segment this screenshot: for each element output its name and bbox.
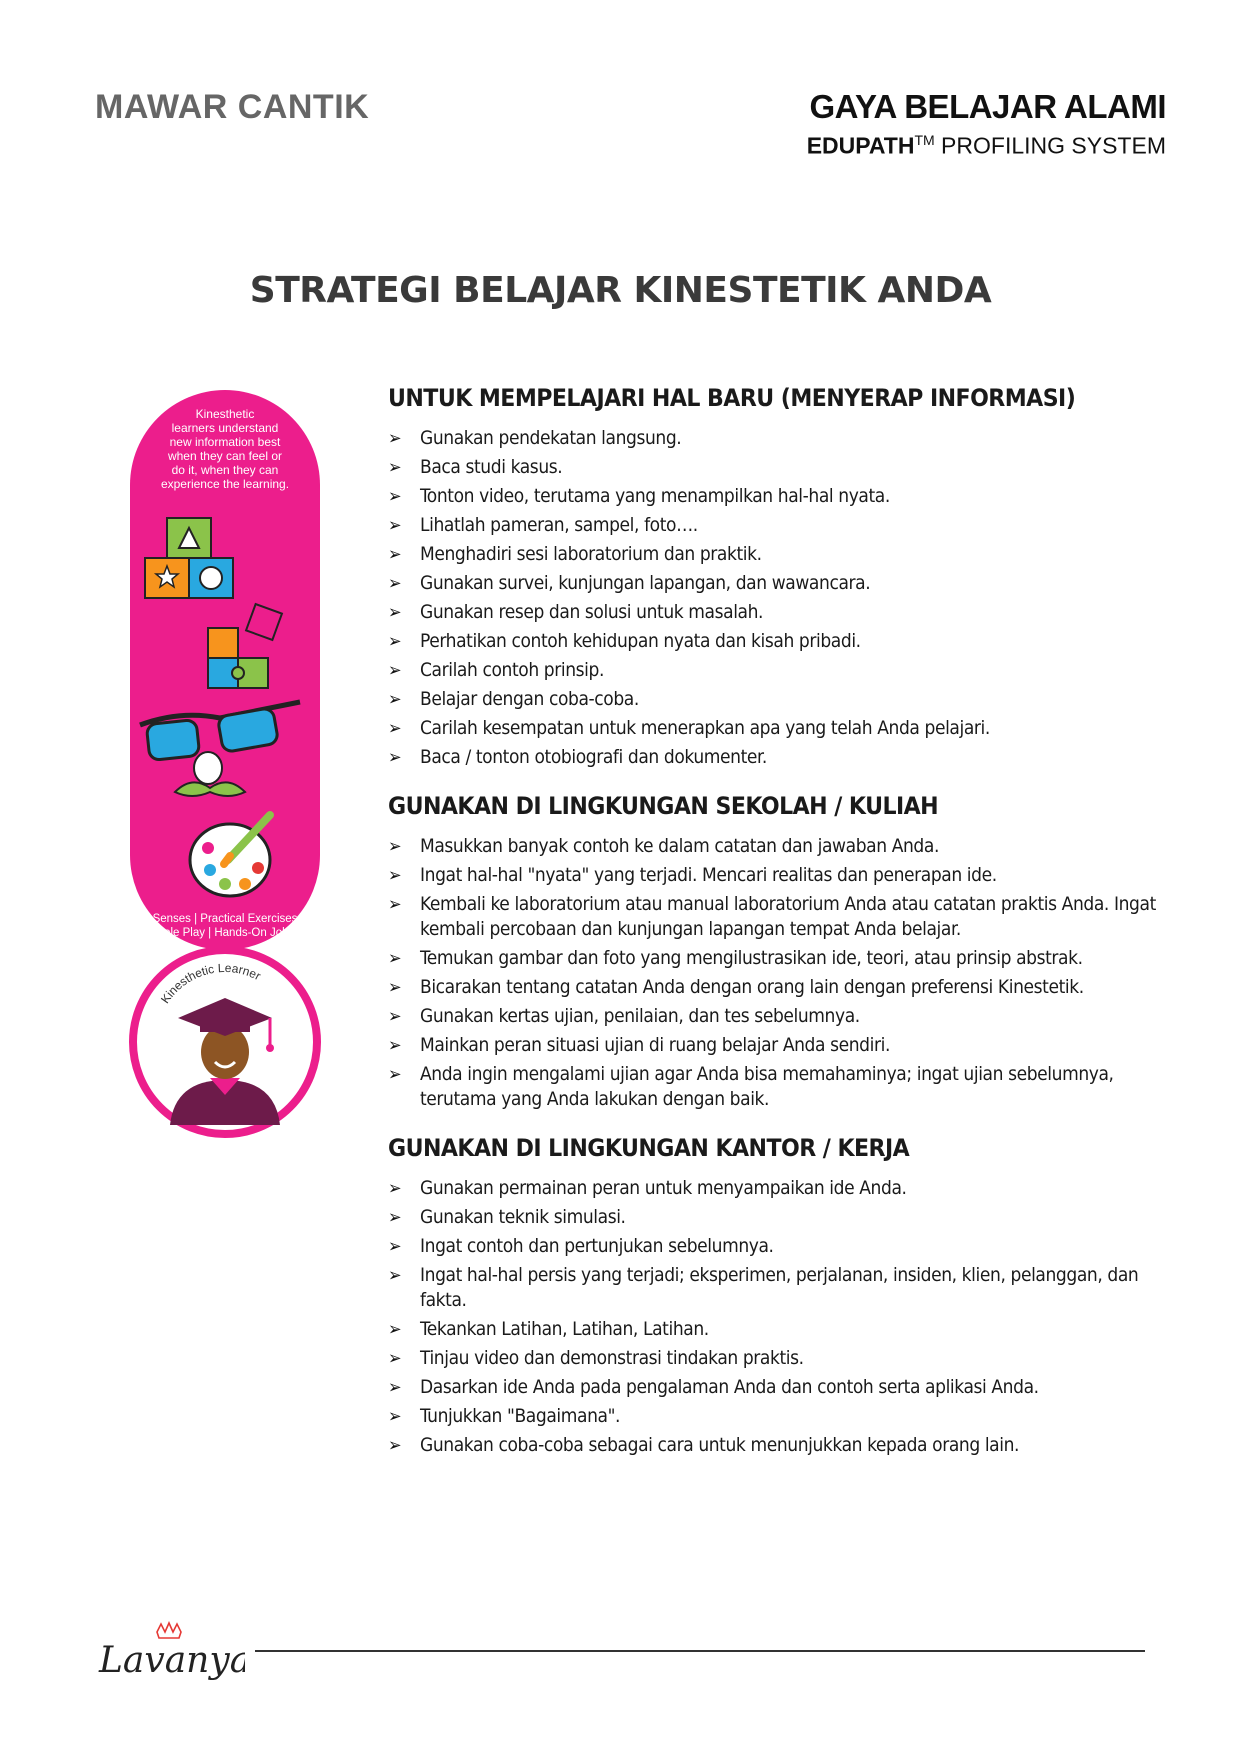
page-title: STRATEGI BELAJAR KINESTETIK ANDA (249, 270, 992, 311)
list-item (388, 629, 1168, 654)
list-item-text: Lihatlah pameran, sampel, foto…. (420, 514, 698, 536)
arrow-bullet-icon: ➢ (388, 689, 402, 710)
list-item-text: Baca / tonton otobiografi dan dokumenter. (420, 746, 767, 768)
list-item (388, 716, 1168, 741)
list-item-text: Dasarkan ide Anda pada pengalaman Anda dan contoh serta aplikasi Anda. (420, 1376, 1039, 1398)
arrow-bullet-icon: ➢ (388, 457, 402, 478)
list-item (388, 946, 1168, 971)
list-item (388, 1033, 1168, 1058)
brand-subtitle (807, 132, 1166, 160)
arrow-bullet-icon: ➢ (388, 1236, 402, 1257)
arrow-bullet-icon: ➢ (388, 1035, 402, 1056)
list-item (388, 834, 1168, 859)
banner-intro-line: when they can feel or (167, 449, 283, 463)
arrow-bullet-icon: ➢ (388, 747, 402, 768)
brand-sub-rest: PROFILING SYSTEM (934, 132, 1166, 159)
arrow-bullet-icon: ➢ (388, 1178, 402, 1199)
list-item (388, 484, 1168, 509)
list-item-text: Tekankan Latihan, Latihan, Latihan. (420, 1318, 709, 1340)
list-item (388, 1004, 1168, 1029)
list-item-text: Baca studi kasus. (420, 456, 563, 478)
strategy-content (388, 384, 1168, 1480)
arrow-bullet-icon: ➢ (388, 573, 402, 594)
list-item-text: Kembali ke laboratorium atau manual laboratorium Anda atau catatan praktis Anda. Ingat kembali percobaan dan kunjungan lapangan tempat Anda belajar. (420, 893, 1156, 940)
list-item (388, 513, 1168, 538)
list-item-text: Carilah kesempatan untuk menerapkan apa yang telah Anda pelajari. (420, 717, 990, 739)
arrow-bullet-icon: ➢ (388, 718, 402, 739)
list-item-text: Belajar dengan coba-coba. (420, 688, 639, 710)
list-item (388, 1346, 1168, 1371)
list-item-text: Masukkan banyak contoh ke dalam catatan dan jawaban Anda. (420, 835, 939, 857)
list-item-text: Mainkan peran situasi ujian di ruang belajar Anda sendiri. (420, 1034, 890, 1056)
banner-intro-line: new information best (169, 435, 281, 449)
lavanya-logo-graphic (95, 1620, 245, 1690)
strategy-list (388, 1176, 1168, 1458)
student-name: MAWAR CANTIK (95, 88, 370, 126)
strategy-list (388, 426, 1168, 770)
banner-footer-line: Role Play | Hands-On Jobs (155, 927, 295, 939)
list-item (388, 1317, 1168, 1342)
list-item (388, 1263, 1168, 1313)
banner-intro-line: experience the learning. (160, 477, 290, 491)
arrow-bullet-icon: ➢ (388, 1006, 402, 1027)
list-item (388, 426, 1168, 451)
section-heading: GUNAKAN DI LINGKUNGAN SEKOLAH / KULIAH (388, 792, 939, 820)
list-item-text: Gunakan coba-coba sebagai cara untuk menunjukkan kepada orang lain. (420, 1434, 1020, 1456)
list-item-text: Menghadiri sesi laboratorium dan praktik. (420, 543, 762, 565)
list-item-text: Anda ingin mengalami ujian agar Anda bisa memahaminya; ingat ujian sebelumnya, terutama yang Anda lakukan dengan baik. (420, 1063, 1114, 1110)
list-item-text: Ingat hal-hal "nyata" yang terjadi. Mencari realitas dan penerapan ide. (420, 864, 997, 886)
section-heading: GUNAKAN DI LINGKUNGAN KANTOR / KERJA (388, 1134, 910, 1162)
list-item-text: Carilah contoh prinsip. (420, 659, 604, 681)
list-item (388, 863, 1168, 888)
list-item-text: Gunakan teknik simulasi. (420, 1206, 626, 1228)
list-item-text: Ingat contoh dan pertunjukan sebelumnya. (420, 1235, 774, 1257)
arrow-bullet-icon: ➢ (388, 894, 402, 915)
list-item-text: Gunakan kertas ujian, penilaian, dan tes sebelumnya. (420, 1005, 860, 1027)
strategy-section (388, 792, 1168, 1112)
list-item (388, 1062, 1168, 1112)
list-item-text: Perhatikan contoh kehidupan nyata dan kisah pribadi. (420, 630, 861, 652)
list-item (388, 745, 1168, 770)
arrow-bullet-icon: ➢ (388, 544, 402, 565)
arrow-bullet-icon: ➢ (388, 836, 402, 857)
list-item-text: Gunakan survei, kunjungan lapangan, dan wawancara. (420, 572, 871, 594)
list-item (388, 455, 1168, 480)
trademark: TM (914, 132, 935, 148)
section-heading: UNTUK MEMPELAJARI HAL BARU (MENYERAP INFORMASI) (388, 384, 1076, 412)
footer-divider (255, 1650, 1145, 1652)
arrow-bullet-icon: ➢ (388, 1265, 402, 1286)
list-item (388, 542, 1168, 567)
arrow-bullet-icon: ➢ (388, 486, 402, 507)
list-item (388, 687, 1168, 712)
lavanya-logo-text: Lavanya (99, 1640, 245, 1681)
banner-footer-line: Senses | Practical Exercises (152, 913, 298, 925)
list-item-text: Temukan gambar dan foto yang mengilustrasikan ide, teori, atau prinsip abstrak. (420, 947, 1083, 969)
list-item (388, 571, 1168, 596)
strategy-section (388, 384, 1168, 770)
arrow-bullet-icon: ➢ (388, 631, 402, 652)
lavanya-logo (95, 1620, 245, 1699)
arrow-bullet-icon: ➢ (388, 602, 402, 623)
list-item-text: Bicarakan tentang catatan Anda dengan orang lain dengan preferensi Kinestetik. (420, 976, 1084, 998)
badge-label: Kinesthetic Learner (158, 960, 264, 1006)
brand-title: GAYA BELAJAR ALAMI (809, 88, 1166, 125)
list-item-text: Tonton video, terutama yang menampilkan hal-hal nyata. (420, 485, 890, 507)
arrow-bullet-icon: ➢ (388, 1319, 402, 1340)
banner-graphic (120, 390, 330, 1150)
strategy-section (388, 1134, 1168, 1458)
list-item (388, 1234, 1168, 1259)
list-item (388, 892, 1168, 942)
arrow-bullet-icon: ➢ (388, 977, 402, 998)
list-item-text: Tinjau video dan demonstrasi tindakan praktis. (420, 1347, 804, 1369)
kinesthetic-banner (120, 390, 330, 1150)
arrow-bullet-icon: ➢ (388, 1348, 402, 1369)
arrow-bullet-icon: ➢ (388, 660, 402, 681)
banner-intro-line: learners understand (171, 421, 279, 435)
list-item (388, 1205, 1168, 1230)
arrow-bullet-icon: ➢ (388, 1207, 402, 1228)
list-item-text: Ingat hal-hal persis yang terjadi; eksperimen, perjalanan, insiden, klien, pelanggan, dan fakta. (420, 1264, 1139, 1311)
list-item (388, 1433, 1168, 1458)
arrow-bullet-icon: ➢ (388, 948, 402, 969)
banner-intro-line: Kinesthetic (195, 407, 255, 421)
arrow-bullet-icon: ➢ (388, 1406, 402, 1427)
arrow-bullet-icon: ➢ (388, 865, 402, 886)
banner-intro-line: do it, when they can (171, 463, 279, 477)
list-item-text: Gunakan permainan peran untuk menyampaikan ide Anda. (420, 1177, 907, 1199)
list-item (388, 1404, 1168, 1429)
list-item (388, 975, 1168, 1000)
list-item (388, 600, 1168, 625)
strategy-list (388, 834, 1168, 1112)
list-item-text: Gunakan pendekatan langsung. (420, 427, 682, 449)
arrow-bullet-icon: ➢ (388, 1435, 402, 1456)
brand-sub-bold: EDUPATH (806, 132, 915, 159)
arrow-bullet-icon: ➢ (388, 515, 402, 536)
list-item-text: Tunjukkan "Bagaimana". (420, 1405, 621, 1427)
arrow-bullet-icon: ➢ (388, 1064, 402, 1085)
arrow-bullet-icon: ➢ (388, 1377, 402, 1398)
list-item (388, 1375, 1168, 1400)
list-item-text: Gunakan resep dan solusi untuk masalah. (420, 601, 764, 623)
list-item (388, 658, 1168, 683)
list-item (388, 1176, 1168, 1201)
arrow-bullet-icon: ➢ (388, 428, 402, 449)
